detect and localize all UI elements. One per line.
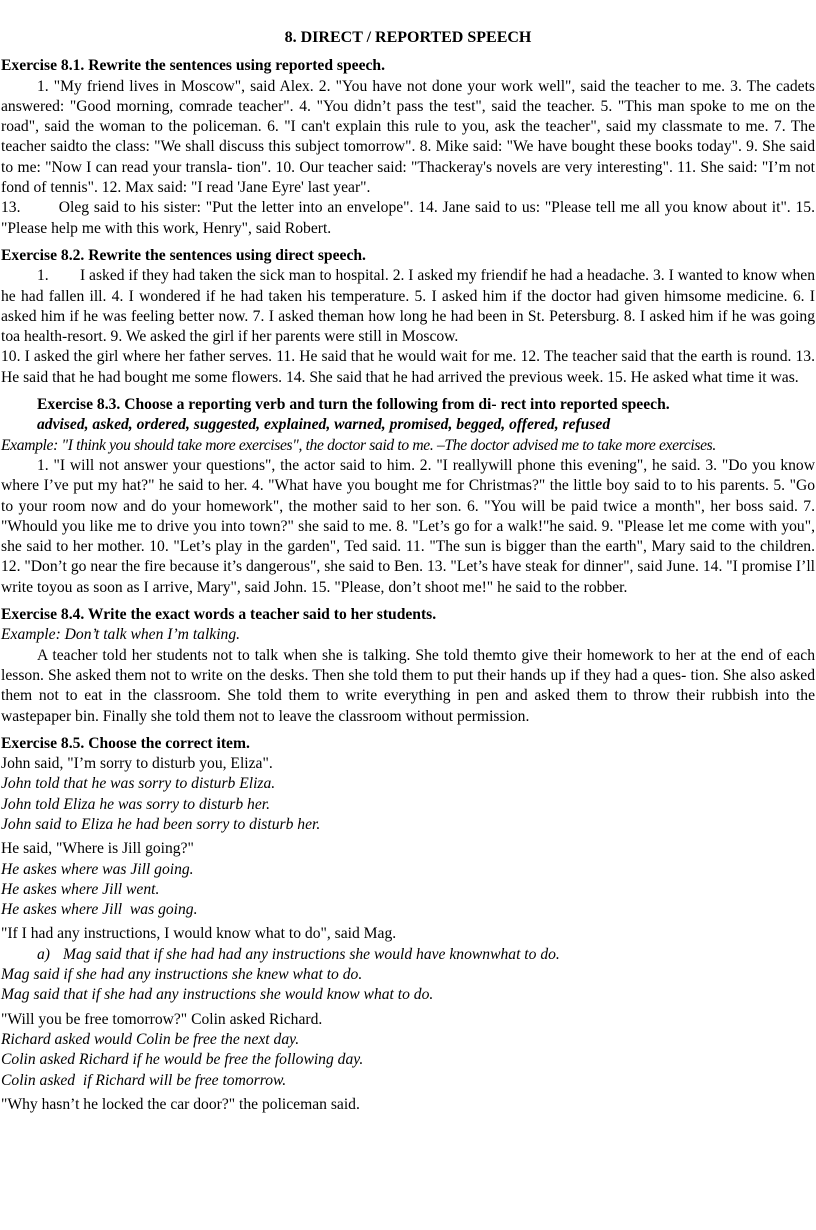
exercise-text: 10. I asked the girl where her father serves. 11. He said that he would wait for me. 12. The teacher said that the earth is round. 13. He said that he had bought me some flowers. 14. She said that he had arrived the previous week. 15. He asked what time it was. <box>1 348 815 386</box>
question-5 <box>1 1095 815 1115</box>
exercise-heading: Exercise 8.3. Choose a reporting verb and turn the following from di- rect into reported speech. <box>37 396 670 414</box>
page-title: 8. DIRECT / REPORTED SPEECH <box>284 29 532 46</box>
answer-option: He askes where was Jill going. <box>1 860 194 878</box>
reporting-verbs: advised, asked, ordered, suggested, explained, warned, promised, begged, offered, refused <box>37 416 611 434</box>
exercise-text: 13. Oleg said to his sister: "Put the letter into an envelope". 14. Jane said to us: "Please tell me all you know about it". 15. "Please help me with this work, Henry", said Robert. <box>1 199 815 237</box>
question-stem: "Why hasn’t he locked the car door?" the policeman said. <box>1 1095 360 1113</box>
option-text: Mag said that if she had had any instructions she would have knownwhat to do. <box>63 945 560 963</box>
exercise-8-4 <box>1 605 815 727</box>
exercise-text: 1. "I will not answer your questions", the actor said to him. 2. "I reallywill phone this evening", he said. 3. "Do you know where I’ve put my hat?" he said to her. 4. "What have you bought me for Christmas?" the little boy said to to his parents. 5. "Go to your room now and do your homework", the mother said to her son. 6. "You will be paid twice a month", her boss said. 7. "Whould you like me to drive you into town?" she said to me. 8. "Let’s go for a walk!"he said. 9. "Please let me come with you", she said to her mother. 10. "Let’s play in the garden", Ted said. 11. "The sun is bigger than the earth", Mary said to the children. 12. "Don’t go near the fire because it’s dangerous", she said to Ben. 13. "Let’s have steak for dinner", said June. 14. "I promise I’ll write toyou as soon as I arrive, Mary", said John. 15. "Please, don’t shoot me!" he said to the robber. <box>1 456 815 596</box>
answer-option: John told that he was sorry to disturb Eliza. <box>1 775 276 793</box>
example-text: : Don’t talk when I’m talking. <box>55 626 241 644</box>
example-label: Example <box>1 436 54 454</box>
example-label: Example <box>1 626 56 644</box>
question-stem: "If I had any instructions, I would know what to do", said Mag. <box>1 925 397 943</box>
exercise-text: 1. I asked if they had taken the sick man to hospital. 2. I asked my friendif he had a headache. 3. I wanted to know when he had fallen ill. 4. I wondered if he had taken his temperature. 5. I asked him if the doctor had given himsome medicine. 6. I asked him if he was feeling better now. 7. I asked theman how long he had been in St. Petersburg. 8. I asked him if he was going toa health-resort. 9. We asked the girl if her parents were still in Moscow. <box>1 267 815 346</box>
exercise-heading: Exercise 8.2. Rewrite the sentences using direct speech. <box>1 246 366 264</box>
question-stem: He said, "Where is Jill going?" <box>1 840 194 858</box>
answer-option: He askes where Jill went. <box>1 880 160 898</box>
exercise-8-5 <box>1 734 815 1115</box>
exercise-text: A teacher told her students not to talk when she is talking. She told themto give their homework to her at the end of each lesson. She asked them not to write on the desks. Then she told them to put their hands up if they had a ques- tion. She also asked them not to eat in the classroom. She told them to write everything in pen and asked them to throw their rubbish into the wastepaper bin. Finally she told them not to leave the classroom without permission. <box>1 646 815 725</box>
answer-option <box>1 945 815 965</box>
example-line <box>1 625 815 645</box>
answer-option: Colin asked Richard if he would be free the following day. <box>1 1051 364 1069</box>
answer-option: Mag said that if she had any instructions she would know what to do. <box>1 986 434 1004</box>
question-1 <box>1 754 815 835</box>
example-line <box>1 436 815 456</box>
answer-option: He askes where Jill was going. <box>1 901 198 919</box>
question-stem: "Will you be free tomorrow?" Colin asked Richard. <box>1 1010 323 1028</box>
option-marker: a) <box>37 945 50 963</box>
answer-option: John said to Eliza he had been sorry to disturb her. <box>1 815 321 833</box>
exercise-heading: Exercise 8.1. Rewrite the sentences using reported speech. <box>1 57 385 75</box>
answer-option: Richard asked would Colin be free the next day. <box>1 1030 300 1048</box>
exercise-heading: Exercise 8.4. Write the exact words a teacher said to her students. <box>1 606 437 624</box>
exercise-8-1 <box>1 56 815 239</box>
question-4 <box>1 1010 815 1091</box>
question-3 <box>1 924 815 1005</box>
exercise-8-3 <box>1 395 815 598</box>
answer-option: Mag said if she had any instructions she knew what to do. <box>1 966 363 984</box>
question-2 <box>1 839 815 920</box>
exercise-heading: Exercise 8.5. Choose the correct item. <box>1 734 250 752</box>
exercise-text: 1. "My friend lives in Moscow", said Alex. 2. "You have not done your work well", said the teacher to me. 3. The cadets answered: "Good morning, comrade teacher". 4. "You didn’t pass the test", said the teacher. 5. "This man spoke to me on the road", said the woman to the policeman. 6. "I can't explain this rule to you, ask the teacher", said my classmate to me. 7. The teacher saidto the class: "We shall discuss this subject tomorrow". 8. Mike said: "We have bought these books today". 9. She said to me: "Now I can read your transla- tion". 10. Our teacher said: "Thackeray's novels are very interesting". 11. She said: "I’m not fond of tennis". 12. Max said: "I read 'Jane Eyre' last year". <box>1 77 815 197</box>
question-stem: John said, "I’m sorry to disturb you, Eliza". <box>1 755 273 773</box>
exercise-8-2 <box>1 246 815 388</box>
answer-option: John told Eliza he was sorry to disturb her. <box>1 795 270 813</box>
example-text: : "I think you should take more exercises", the doctor said to me. –The doctor advised me to take more exercises. <box>53 436 716 454</box>
answer-option: Colin asked if Richard will be free tomorrow. <box>1 1071 287 1089</box>
